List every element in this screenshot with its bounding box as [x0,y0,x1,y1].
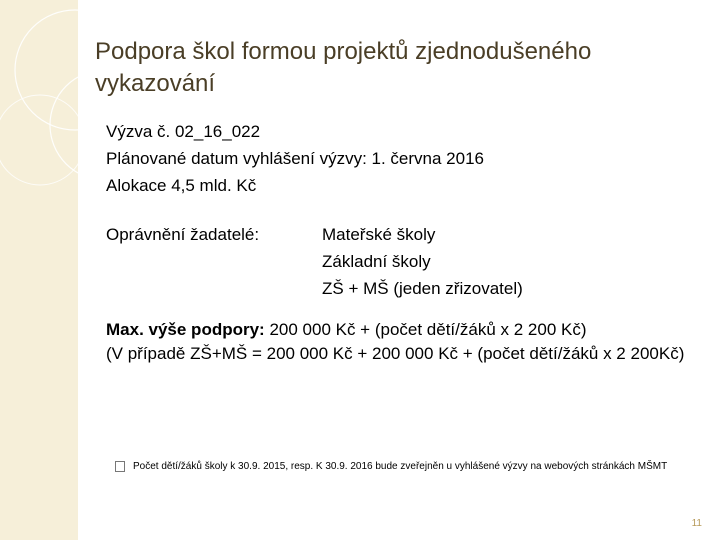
slide-title: Podpora škol formou projektů zjednodušeného vykazování [95,38,592,97]
eligible-label: Oprávnění žadatelé: [106,225,260,244]
max-support-label: Max. výše podpory: [106,320,265,339]
max-support [106,318,696,366]
planned-date: Plánované datum vyhlášení výzvy: 1. června 2016 [106,149,484,168]
max-support-line-2: (V případě ZŠ+MŠ = 200 000 Kč + 200 000 Kč + (počet dětí/žáků x 2 200Kč) [106,344,685,363]
decorative-sidebar [0,0,78,540]
footnote-text: Počet dětí/žáků školy k 30.9. 2015, resp. K 30.9. 2016 bude zveřejněn u vyhlášené výzvy na webových stránkách MŠMT [133,461,668,472]
footnote [115,459,695,477]
max-support-line-1 [106,318,696,342]
bullet-box-icon [115,461,133,477]
max-support-formula: 200 000 Kč + (počet dětí/žáků x 2 200 Kč) [264,320,587,339]
page-number: 11 [691,518,702,529]
eligible-item: Základní školy [322,252,431,271]
allocation: Alokace 4,5 mld. Kč [106,176,257,195]
eligible-list [322,221,523,302]
call-number: Výzva č. 02_16_022 [106,122,261,141]
eligible-applicants [106,221,706,302]
eligible-item: Mateřské školy [322,225,436,244]
slide-body [106,118,706,366]
eligible-item: ZŠ + MŠ (jeden zřizovatel) [322,279,523,298]
